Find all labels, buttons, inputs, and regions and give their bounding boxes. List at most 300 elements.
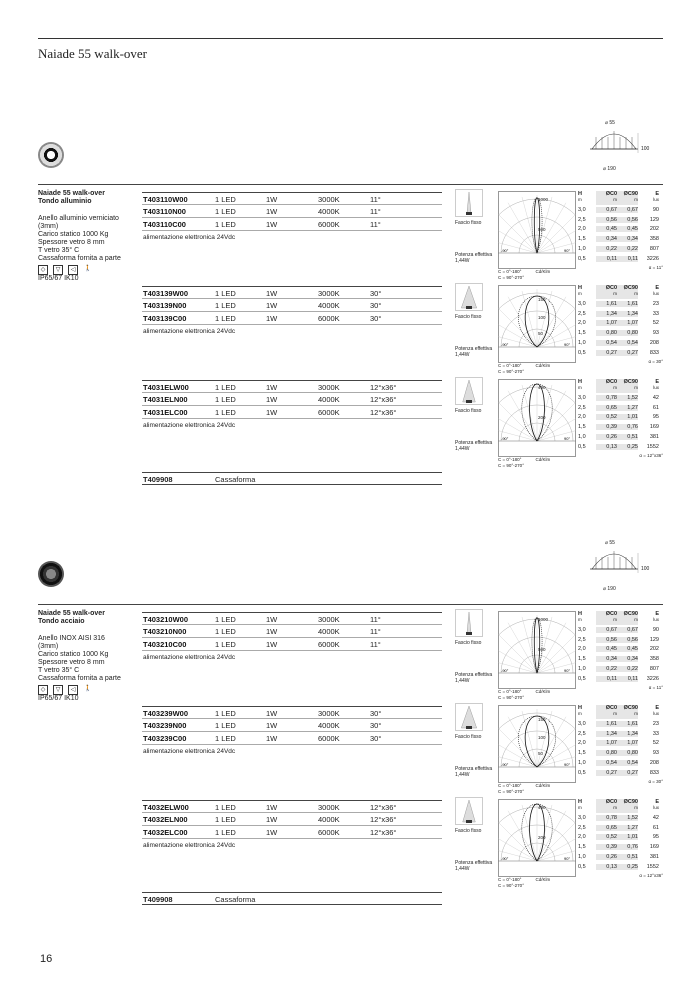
photometric-cell: 2,5 [578, 310, 586, 317]
photometric-row [578, 645, 663, 655]
photometric-cell: 169 [649, 844, 659, 851]
beam-angle: 12°x36° [370, 383, 397, 392]
svg-text:90°: 90° [564, 856, 571, 861]
photometric-cell: 0,34 [596, 236, 617, 242]
photometric-cell: 0,11 [596, 676, 617, 682]
photometric-row [578, 215, 663, 225]
beam-angle: 12°x36° [370, 815, 397, 824]
photometric-cell: 0,26 [596, 434, 617, 440]
led-count: 1 LED [215, 301, 236, 310]
unit-cell: lux [653, 197, 659, 202]
photometric-cell: 0,34 [596, 656, 617, 662]
photometric-cell: 95 [652, 834, 659, 841]
unit-cell: m [578, 805, 582, 810]
dimension-height: 100 [641, 566, 650, 572]
beam-angle: 11° [370, 195, 381, 204]
beam-angle: 11° [370, 627, 381, 636]
accessory-code: T409908 [143, 895, 173, 904]
polar-scale-label: 50 [538, 331, 544, 336]
led-count: 1 LED [215, 734, 236, 743]
photometric-cell: 381 [649, 434, 659, 441]
led-count: 1 LED [215, 395, 236, 404]
header-cell: ØC0 [596, 611, 617, 617]
table-row [142, 312, 442, 325]
product-description [38, 215, 138, 263]
photometric-cell: 0,39 [596, 424, 617, 430]
photometric-cell: 1,34 [596, 731, 617, 737]
photometric-row [578, 244, 663, 254]
product-code: T403110C00 [143, 220, 186, 229]
photometric-cell: 1,0 [578, 246, 586, 253]
photometric-cell: 3226 [646, 255, 659, 262]
beam-icon [455, 189, 483, 217]
polar-diagram [498, 379, 576, 457]
color-temp: 3000K [318, 709, 340, 718]
photometric-cell: 1,0 [578, 666, 586, 673]
unit-cell: m [578, 197, 582, 202]
photometric-row [578, 338, 663, 348]
led-count: 1 LED [215, 640, 236, 649]
photometric-cell: 0,67 [617, 627, 638, 633]
photometric-cell: 1,5 [578, 330, 586, 337]
power: 1W [266, 709, 278, 718]
photometric-row [578, 393, 663, 403]
beam-angle: 11° [370, 640, 381, 649]
power-supply-note: alimentazione elettronica 24Vdc [143, 842, 236, 849]
header-cell: H [578, 191, 582, 197]
polar-legend [498, 877, 550, 889]
header-cell: H [578, 705, 582, 711]
variant-table [142, 286, 442, 335]
beam-type-label: Fascio fisso [455, 314, 482, 320]
photometric-cell: 2,0 [578, 834, 586, 841]
product-code: T4032ELW00 [143, 803, 189, 812]
polar-diagram [498, 799, 576, 877]
photometric-units [578, 197, 663, 205]
photometric-cell: 129 [649, 216, 659, 223]
table-row [142, 192, 442, 205]
color-temp: 6000K [318, 220, 340, 229]
photometric-cell: 358 [649, 656, 659, 663]
photometric-cell: 0,11 [617, 676, 638, 682]
photometric-cell: 1,5 [578, 236, 586, 243]
effective-power-label: Potenza effettiva [455, 440, 493, 446]
photometric-cell: 1552 [646, 443, 659, 450]
photometric-cell: 1,0 [578, 340, 586, 347]
power: 1W [266, 734, 278, 743]
variant-table [142, 706, 442, 755]
header-cell: ØC90 [617, 191, 638, 197]
led-count: 1 LED [215, 195, 236, 204]
effective-power-label: Potenza effettiva [455, 252, 493, 258]
unit-cell: m [617, 291, 638, 299]
color-temp: 3000K [318, 195, 340, 204]
power: 1W [266, 815, 278, 824]
unit-cell: m [596, 711, 617, 719]
product-code: T403239W00 [143, 709, 189, 718]
product-photo [38, 142, 64, 168]
photometric-cell: 1,52 [617, 815, 638, 821]
description-line: T vetro 35° C [38, 667, 80, 674]
color-temp: 6000K [318, 734, 340, 743]
table-row [142, 826, 442, 839]
table-row [142, 299, 442, 312]
photometric-cell: 2,0 [578, 740, 586, 747]
photometric-row [578, 823, 663, 833]
table-row [142, 625, 442, 638]
photometric-cell: 1,5 [578, 424, 586, 431]
photometric-row [578, 842, 663, 852]
effective-power-value: 1,44W [455, 772, 470, 778]
photometric-table [578, 611, 663, 690]
photometric-cell: 0,22 [617, 666, 638, 672]
color-temp: 4000K [318, 815, 340, 824]
photometric-units [578, 291, 663, 299]
photometric-cell: 0,67 [596, 207, 617, 213]
description-line: Anello alluminio verniciato [38, 215, 119, 222]
power: 1W [266, 395, 278, 404]
photometric-row [578, 748, 663, 758]
effective-power-value: 1,44W [455, 352, 470, 358]
dimension-diameter-top: ⌀ 55 [605, 120, 615, 126]
header-cell: E [655, 191, 659, 197]
photometric-table [578, 379, 663, 458]
variant-table [142, 380, 442, 429]
table-row [142, 638, 442, 651]
legend-c0: C = 0°-180° [498, 269, 522, 274]
beam-icon [455, 797, 483, 825]
description-line: (3mm) [38, 223, 59, 230]
table-row [142, 813, 442, 826]
power: 1W [266, 408, 278, 417]
photometric-row [578, 862, 663, 872]
photometric-row [578, 432, 663, 442]
photometric-cell: 0,45 [617, 646, 638, 652]
polar-scale-label: 1000 [538, 617, 549, 622]
power: 1W [266, 195, 278, 204]
photometric-cell: 0,67 [596, 627, 617, 633]
led-count: 1 LED [215, 709, 236, 718]
header-cell: H [578, 799, 582, 805]
product-photo [38, 561, 64, 587]
led-count: 1 LED [215, 803, 236, 812]
photometric-cell: 202 [649, 646, 659, 653]
table-row [142, 393, 442, 406]
photometric-cell: 0,78 [596, 815, 617, 821]
color-temp: 3000K [318, 615, 340, 624]
photometric-row [578, 654, 663, 664]
photometric-cell: 1,01 [617, 414, 638, 420]
color-temp: 6000K [318, 828, 340, 837]
accessory-name: Cassaforma [215, 475, 256, 484]
beam-angle: 30° [370, 709, 382, 718]
product-code: T403139N00 [143, 301, 187, 310]
photometric-cell: 90 [652, 206, 659, 213]
effective-power-value: 1,44W [455, 866, 470, 872]
photometric-cell: 0,5 [578, 443, 586, 450]
svg-text:-90°: -90° [501, 436, 509, 441]
photometric-row [578, 254, 663, 264]
beam-angle: 12°x36° [370, 803, 397, 812]
beam-type-label: Fascio fisso [455, 408, 482, 414]
photometric-cell: 0,56 [617, 637, 638, 643]
table-row [142, 380, 442, 393]
photometric-cell: 1,61 [596, 301, 617, 307]
photometric-cell: 3,0 [578, 300, 586, 307]
led-count: 1 LED [215, 314, 236, 323]
photometric-cell: 2,5 [578, 404, 586, 411]
unit-cell: m [617, 197, 638, 205]
photometric-row [578, 422, 663, 432]
photometric-row [578, 205, 663, 215]
photometric-cell: 0,22 [617, 246, 638, 252]
accessory-row [142, 892, 442, 905]
color-temp: 4000K [318, 301, 340, 310]
photometric-cell: 2,0 [578, 414, 586, 421]
polar-diagram [498, 191, 576, 269]
power-supply-note: alimentazione elettronica 24Vdc [143, 422, 236, 429]
photometric-cell: 3,0 [578, 626, 586, 633]
polar-scale-label: 150 [538, 297, 546, 302]
candela-unit: Cd/Klm [535, 877, 551, 882]
photometric-cell: 0,65 [596, 825, 617, 831]
polar-scale-label: 400 [538, 385, 546, 390]
photometric-cell: 1,5 [578, 750, 586, 757]
photometric-cell: 0,27 [617, 350, 638, 356]
beam-icon [455, 377, 483, 405]
header-cell: ØC90 [617, 799, 638, 805]
polar-legend [498, 689, 550, 701]
led-count: 1 LED [215, 815, 236, 824]
photometric-row [578, 625, 663, 635]
polar-legend [498, 783, 550, 795]
unit-cell: m [617, 711, 638, 719]
description-line: Cassaforma fornita a parte [38, 255, 121, 262]
photometric-cell: 2,0 [578, 320, 586, 327]
photometric-cell: 93 [652, 750, 659, 757]
led-count: 1 LED [215, 220, 236, 229]
photometric-row [578, 234, 663, 244]
photometric-cell: 0,45 [596, 226, 617, 232]
beam-alpha: α = 12°x36° [639, 452, 663, 458]
photometric-cell: 52 [652, 320, 659, 327]
product-description [38, 635, 138, 683]
beam-angle: 30° [370, 314, 382, 323]
photometric-row [578, 635, 663, 645]
beam-angle: 30° [370, 721, 382, 730]
table-row [142, 286, 442, 299]
effective-power-label: Potenza effettiva [455, 346, 493, 352]
photometric-cell: 0,65 [596, 405, 617, 411]
led-count: 1 LED [215, 207, 236, 216]
product-code: T403139C00 [143, 314, 187, 323]
photometric-cell: 1,0 [578, 434, 586, 441]
photometric-row [578, 758, 663, 768]
polar-scale-label: 50 [538, 751, 544, 756]
color-temp: 4000K [318, 395, 340, 404]
unit-cell: m [578, 291, 582, 296]
beam-alpha: α = 30° [648, 358, 663, 364]
header-cell: E [655, 285, 659, 291]
polar-scale-label: 200 [538, 415, 546, 420]
color-temp: 6000K [318, 640, 340, 649]
svg-text:90°: 90° [564, 668, 571, 673]
photometric-cell: 0,5 [578, 863, 586, 870]
effective-power [455, 766, 492, 778]
product-name: Naiade 55 walk-over [38, 610, 105, 617]
power: 1W [266, 314, 278, 323]
photometric-cell: 0,51 [617, 854, 638, 860]
photometric-table [578, 285, 663, 364]
photometric-row [578, 719, 663, 729]
photometric-cell: 0,13 [596, 864, 617, 870]
beam-type-label: Fascio fisso [455, 640, 482, 646]
unit-cell: lux [653, 711, 659, 716]
effective-power-value: 1,44W [455, 446, 470, 452]
photometric-cell: 0,45 [617, 226, 638, 232]
photometric-cell: 0,34 [617, 656, 638, 662]
svg-text:90°: 90° [564, 436, 571, 441]
description-line: (3mm) [38, 643, 59, 650]
effective-power [455, 252, 492, 264]
effective-power [455, 346, 492, 358]
legend-c0: C = 0°-180° [498, 783, 522, 788]
color-temp: 4000K [318, 721, 340, 730]
photometric-cell: 0,80 [617, 330, 638, 336]
photometric-cell: 33 [652, 310, 659, 317]
header-cell: ØC0 [596, 379, 617, 385]
photometric-cell: 0,56 [596, 217, 617, 223]
photometric-cell: 0,76 [617, 844, 638, 850]
beam-alpha: α = 11° [648, 684, 663, 690]
top-rule [38, 38, 663, 39]
table-row [142, 732, 442, 745]
photometric-cell: 0,22 [596, 246, 617, 252]
power: 1W [266, 803, 278, 812]
photometric-row [578, 328, 663, 338]
unit-cell: m [596, 805, 617, 813]
photometric-table [578, 799, 663, 878]
glow-wire-icon: ◁ [68, 265, 78, 275]
beam-angle: 11° [370, 220, 381, 229]
photometric-cell: 93 [652, 330, 659, 337]
product-subtitle: Tondo alluminio [38, 198, 92, 205]
photometric-cell: 208 [649, 760, 659, 767]
header-cell: H [578, 285, 582, 291]
photometric-cell: 807 [649, 666, 659, 673]
svg-text:-90°: -90° [501, 762, 509, 767]
beam-angle: 11° [370, 615, 381, 624]
product-code: T403110W00 [143, 195, 188, 204]
photometric-cell: 0,5 [578, 255, 586, 262]
photometric-cell: 52 [652, 740, 659, 747]
svg-text:90°: 90° [564, 762, 571, 767]
table-row [142, 719, 442, 732]
photometric-cell: 0,25 [617, 864, 638, 870]
photometric-cell: 807 [649, 246, 659, 253]
polar-legend [498, 363, 550, 375]
legend-c0: C = 0°-180° [498, 689, 522, 694]
photometric-row [578, 348, 663, 358]
legend-c90: C = 90°-270° [498, 369, 524, 374]
photometric-cell: 1,07 [617, 320, 638, 326]
photometric-cell: 1,61 [617, 301, 638, 307]
photometric-cell: 2,5 [578, 216, 586, 223]
photometric-cell: 23 [652, 720, 659, 727]
beam-icon [455, 283, 483, 311]
unit-cell: lux [653, 291, 659, 296]
dimension-diameter-bottom: ⌀ 190 [603, 586, 616, 592]
accessory-name: Cassaforma [215, 895, 256, 904]
variant-table [142, 612, 442, 661]
polar-scale-label: 500 [538, 647, 546, 652]
photometric-cell: 1,5 [578, 844, 586, 851]
photometric-cell: 1,0 [578, 854, 586, 861]
candela-unit: Cd/Klm [535, 363, 551, 368]
beam-alpha: α = 11° [648, 264, 663, 270]
unit-cell: m [617, 617, 638, 625]
photometric-cell: 833 [649, 349, 659, 356]
photometric-cell: 129 [649, 636, 659, 643]
photometric-row [578, 833, 663, 843]
description-line: Spessore vetro 8 mm [38, 659, 105, 666]
photometric-cell: 1,07 [596, 740, 617, 746]
photometric-row [578, 664, 663, 674]
hazard-icon: ◇ [38, 265, 48, 275]
beam-icon [455, 609, 483, 637]
photometric-table [578, 191, 663, 270]
accessory-row [142, 472, 442, 485]
unit-cell: m [578, 711, 582, 716]
svg-text:-90°: -90° [501, 342, 509, 347]
product-code: T403139W00 [143, 289, 189, 298]
photometric-cell: 1,27 [617, 825, 638, 831]
product-code: T403239C00 [143, 734, 187, 743]
photometric-cell: 2,5 [578, 730, 586, 737]
candela-unit: Cd/Klm [535, 783, 551, 788]
photometric-cell: 1,61 [596, 721, 617, 727]
photometric-cell: 0,67 [617, 207, 638, 213]
photometric-cell: 1,34 [596, 311, 617, 317]
photometric-cell: 208 [649, 340, 659, 347]
effective-power-value: 1,44W [455, 678, 470, 684]
led-count: 1 LED [215, 615, 236, 624]
photometric-cell: 1,34 [617, 731, 638, 737]
photometric-cell: 0,51 [617, 434, 638, 440]
photometric-cell: 0,27 [596, 770, 617, 776]
led-count: 1 LED [215, 721, 236, 730]
photometric-cell: 0,54 [596, 340, 617, 346]
header-cell: ØC90 [617, 611, 638, 617]
photometric-row [578, 299, 663, 309]
beam-type-label: Fascio fisso [455, 220, 482, 226]
polar-scale-label: 1000 [538, 197, 549, 202]
unit-cell: m [596, 291, 617, 299]
variant-table [142, 192, 442, 241]
header-cell: E [655, 705, 659, 711]
table-row [142, 218, 442, 231]
photometric-cell: 358 [649, 236, 659, 243]
polar-diagram [498, 285, 576, 363]
photometric-cell: 2,5 [578, 636, 586, 643]
polar-scale-label: 500 [538, 227, 546, 232]
header-cell: ØC0 [596, 705, 617, 711]
description-line: Carico statico 1000 Kg [38, 651, 109, 658]
page-title: Naiade 55 walk-over [38, 46, 148, 61]
color-temp: 6000K [318, 408, 340, 417]
header-cell: ØC0 [596, 285, 617, 291]
polar-scale-label: 100 [538, 315, 546, 320]
